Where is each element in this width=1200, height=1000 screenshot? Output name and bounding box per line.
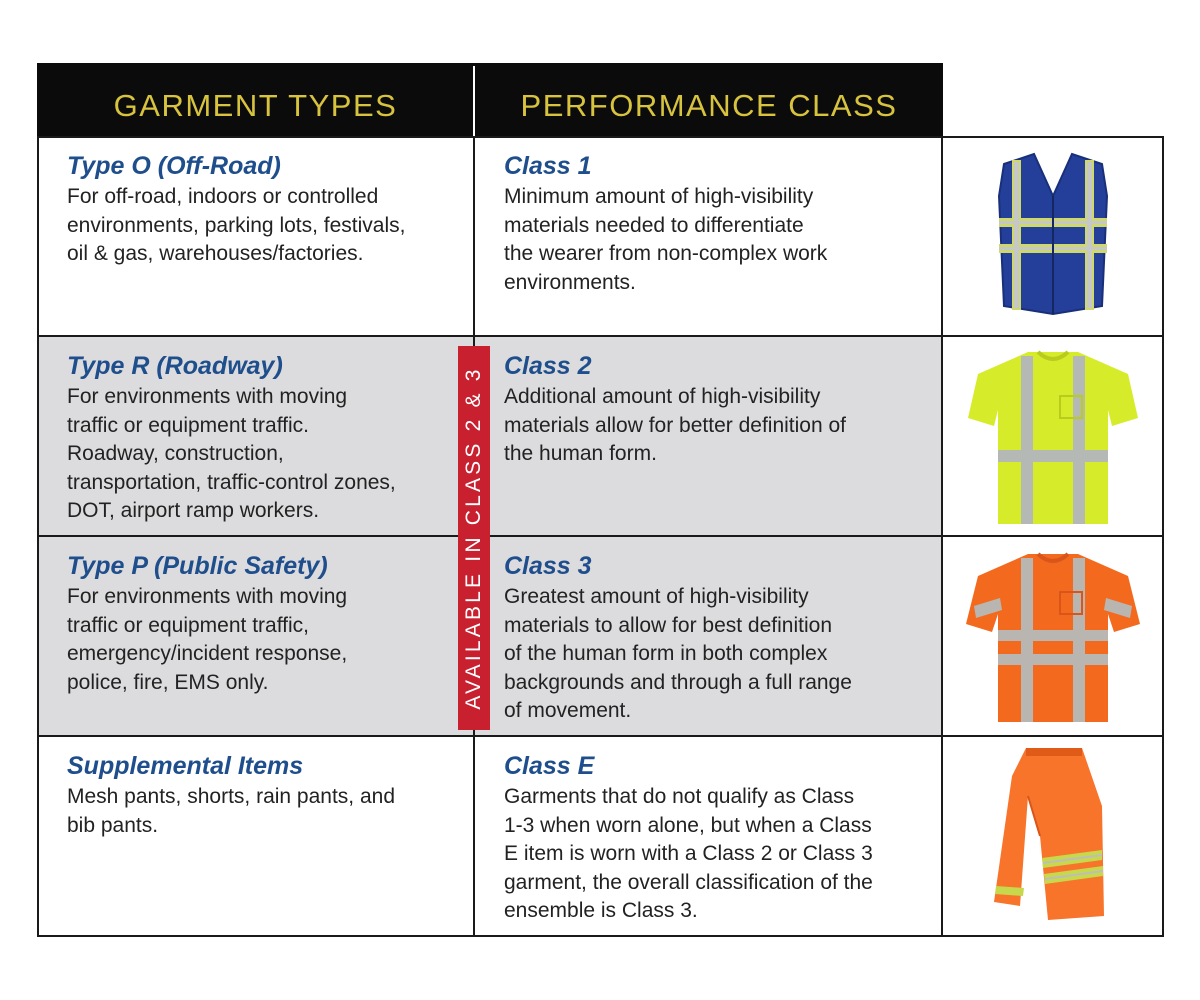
desc-line: 1-3 when worn alone, but when a Class — [504, 813, 872, 837]
table-header — [37, 63, 943, 138]
available-class-banner — [458, 346, 490, 730]
garment-image-cell — [942, 536, 1164, 736]
table-row — [37, 736, 1164, 936]
performance-class-cell — [474, 536, 942, 736]
desc-line: environments. — [504, 270, 636, 294]
desc-line: ensemble is Class 3. — [504, 899, 698, 922]
garment-type-cell — [37, 536, 474, 736]
desc-line: of the human form in both complex — [504, 642, 828, 665]
garment-type-description — [67, 183, 405, 269]
garment-type-title: Supplemental Items — [67, 752, 304, 780]
desc-line: the wearer from non-complex work — [504, 242, 828, 265]
desc-line: emergency/incident response, — [67, 642, 348, 665]
class-title: Class 1 — [504, 152, 592, 180]
desc-line: E item is worn with a Class 2 or Class 3 — [504, 842, 873, 865]
desc-line: traffic or equipment traffic, — [67, 613, 310, 637]
garment-type-description — [67, 783, 395, 840]
desc-line: Additional amount of high-visibility — [504, 385, 821, 408]
performance-class-header: PERFORMANCE CLASS — [520, 88, 898, 123]
garment-type-cell — [37, 336, 474, 536]
class-title: Class 2 — [504, 352, 592, 380]
desc-line: materials needed to differentiate — [504, 213, 804, 237]
desc-line: Mesh pants, shorts, rain pants, and — [67, 785, 396, 808]
table-row — [37, 536, 1164, 736]
class-title: Class E — [504, 752, 595, 780]
garment-type-cell — [37, 136, 474, 336]
garment-image-cell — [942, 136, 1164, 336]
class-description — [504, 583, 852, 726]
desc-line: bib pants. — [67, 813, 159, 837]
desc-line: backgrounds and through a full range — [504, 670, 852, 694]
desc-line: materials allow for better definition of — [504, 413, 846, 437]
grid-line — [37, 136, 39, 937]
garment-type-title: Type R (Roadway) — [67, 352, 283, 380]
desc-line: For environments with moving — [67, 585, 348, 608]
desc-line: oil & gas, warehouses/factories. — [67, 242, 364, 265]
orange-hi-vis-tshirt-icon — [942, 536, 1164, 736]
desc-line: For off-road, indoors or controlled — [67, 185, 379, 208]
available-class-banner-label: AVAILABLE IN CLASS 2 & 3 — [462, 366, 485, 710]
desc-line: garment, the overall classification of the — [504, 870, 873, 894]
garment-type-cell — [37, 736, 474, 936]
orange-hi-vis-pants-icon — [942, 736, 1164, 936]
garment-type-title: Type O (Off-Road) — [67, 152, 281, 180]
desc-line: Roadway, construction, — [67, 442, 284, 465]
class-description — [504, 183, 827, 297]
desc-line: police, fire, EMS only. — [67, 670, 269, 694]
class-title: Class 3 — [504, 552, 592, 580]
desc-line: traffic or equipment traffic. — [67, 413, 310, 437]
desc-line: of movement. — [504, 699, 632, 722]
desc-line: environments, parking lots, festivals, — [67, 213, 406, 237]
garment-types-header: GARMENT TYPES — [113, 88, 398, 123]
grid-line — [37, 335, 1164, 337]
garment-type-description — [67, 583, 347, 697]
table-row — [37, 136, 1164, 336]
grid-line — [37, 136, 1164, 138]
grid-line — [37, 535, 1164, 537]
desc-line: materials to allow for best definition — [504, 613, 832, 637]
garment-type-title: Type P (Public Safety) — [67, 552, 328, 580]
desc-line: Garments that do not qualify as Class — [504, 785, 855, 808]
desc-line: Greatest amount of high-visibility — [504, 585, 809, 608]
classification-table — [37, 136, 1164, 937]
desc-line: Minimum amount of high-visibility — [504, 185, 814, 208]
yellow-hi-vis-tshirt-icon — [942, 336, 1164, 536]
desc-line: DOT, airport ramp workers. — [67, 499, 320, 522]
blue-mesh-safety-vest-icon — [942, 136, 1164, 336]
desc-line: transportation, traffic-control zones, — [67, 470, 396, 494]
garment-image-cell — [942, 336, 1164, 536]
grid-line — [941, 136, 943, 937]
performance-class-cell — [474, 736, 942, 936]
performance-class-cell — [474, 336, 942, 536]
garment-image-cell — [942, 736, 1164, 936]
performance-class-cell — [474, 136, 942, 336]
grid-line — [1162, 136, 1164, 937]
desc-line: For environments with moving — [67, 385, 348, 408]
class-description — [504, 383, 846, 469]
desc-line: the human form. — [504, 442, 657, 465]
grid-line — [37, 935, 1164, 937]
garment-type-description — [67, 383, 396, 526]
class-description — [504, 783, 873, 926]
table-row — [37, 336, 1164, 536]
grid-line — [37, 735, 1164, 737]
